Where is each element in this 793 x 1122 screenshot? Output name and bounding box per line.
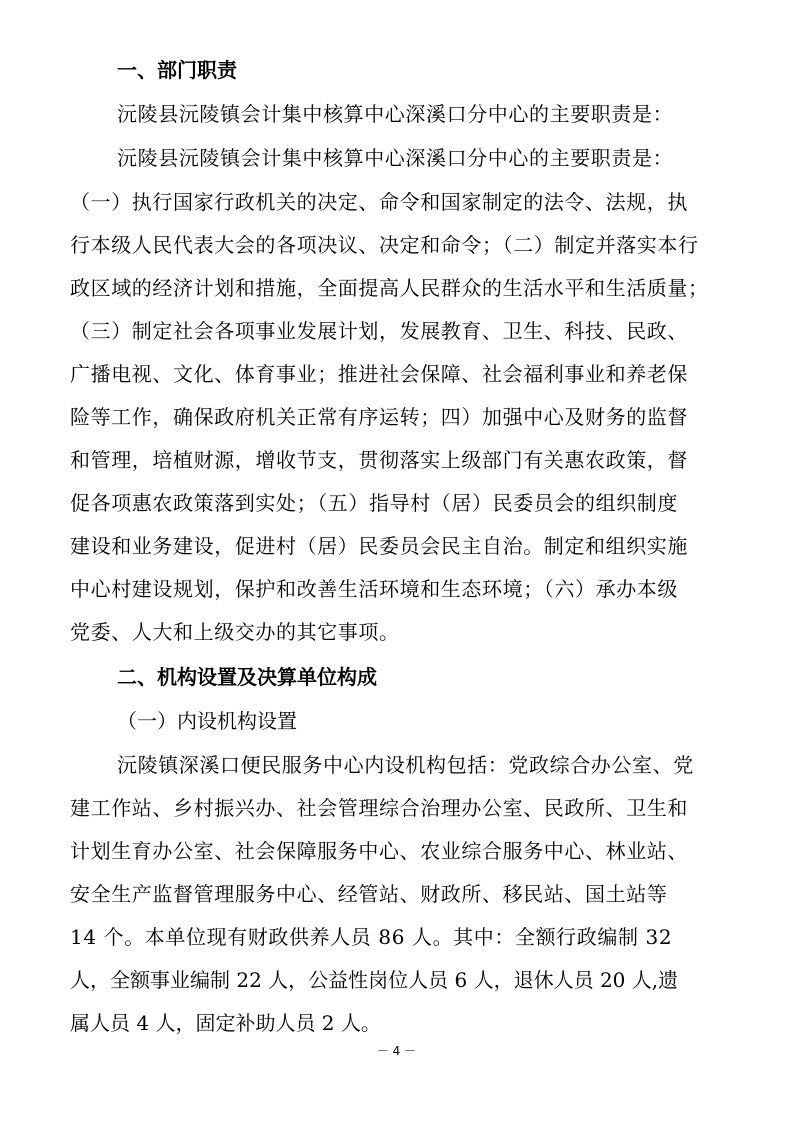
duties-line: 和管理，培植财源，增收节支，贯彻落实上级部门有关惠农政策，督 bbox=[70, 448, 688, 472]
org-line: 沅陵镇深溪口便民服务中心内设机构包括：党政综合办公室、党 bbox=[117, 753, 694, 777]
duties-line: 促各项惠农政策落到实处；（五）指导村（居）民委员会的组织制度 bbox=[70, 491, 678, 515]
duties-line: （一）执行国家行政机关的决定、命令和国家制定的法令、法规，执 bbox=[70, 190, 688, 214]
page-number: － 4 － bbox=[376, 1044, 417, 1058]
org-line: 建工作站、乡村振兴办、社会管理综合治理办公室、民政所、卫生和 bbox=[70, 796, 688, 820]
duties-line: 险等工作，确保政府机关正常有序运转；四）加强中心及财务的监督 bbox=[70, 405, 688, 429]
org-line: 属人员 4 人，固定补助人员 2 人。 bbox=[70, 1011, 381, 1035]
duties-line: 中心村建设规划，保护和改善生活环境和生态环境；（六）承办本级 bbox=[70, 577, 678, 601]
duties-line: 广播电视、文化、体育事业；推进社会保障、社会福利事业和养老保 bbox=[70, 362, 688, 386]
section-2-title: 二、机构设置及决算单位构成 bbox=[117, 665, 377, 689]
subsection-1-title: （一）内设机构设置 bbox=[117, 709, 297, 733]
duties-line: 党委、人大和上级交办的其它事项。 bbox=[70, 620, 400, 644]
duties-line: 政区域的经济计划和措施，全面提高人民群众的生活水平和生活质量； bbox=[70, 276, 709, 300]
org-line: 14 个。本单位现有财政供养人员 86 人。其中：全额行政编制 32 bbox=[70, 925, 673, 949]
org-line: 计划生育办公室、社会保障服务中心、农业综合服务中心、林业站、 bbox=[70, 839, 688, 863]
duties-line: （三）制定社会各项事业发展计划，发展教育、卫生、科技、民政、 bbox=[70, 319, 688, 343]
intro-paragraph-1: 沅陵县沅陵镇会计集中核算中心深溪口分中心的主要职责是： bbox=[117, 102, 674, 126]
org-line: 安全生产监督管理服务中心、经管站、财政所、移民站、国土站等 bbox=[70, 882, 668, 906]
duties-line: 建设和业务建设，促进村（居）民委员会民主自治。制定和组织实施 bbox=[70, 534, 688, 558]
org-line: 人，全额事业编制 22 人，公益性岗位人员 6 人，退休人员 20 人,遗 bbox=[70, 968, 679, 992]
intro-paragraph-2: 沅陵县沅陵镇会计集中核算中心深溪口分中心的主要职责是： bbox=[117, 146, 674, 170]
section-1-title: 一、部门职责 bbox=[117, 58, 237, 82]
duties-line: 行本级人民代表大会的各项决议、决定和命令；（二）制定并落实本行 bbox=[70, 233, 699, 257]
